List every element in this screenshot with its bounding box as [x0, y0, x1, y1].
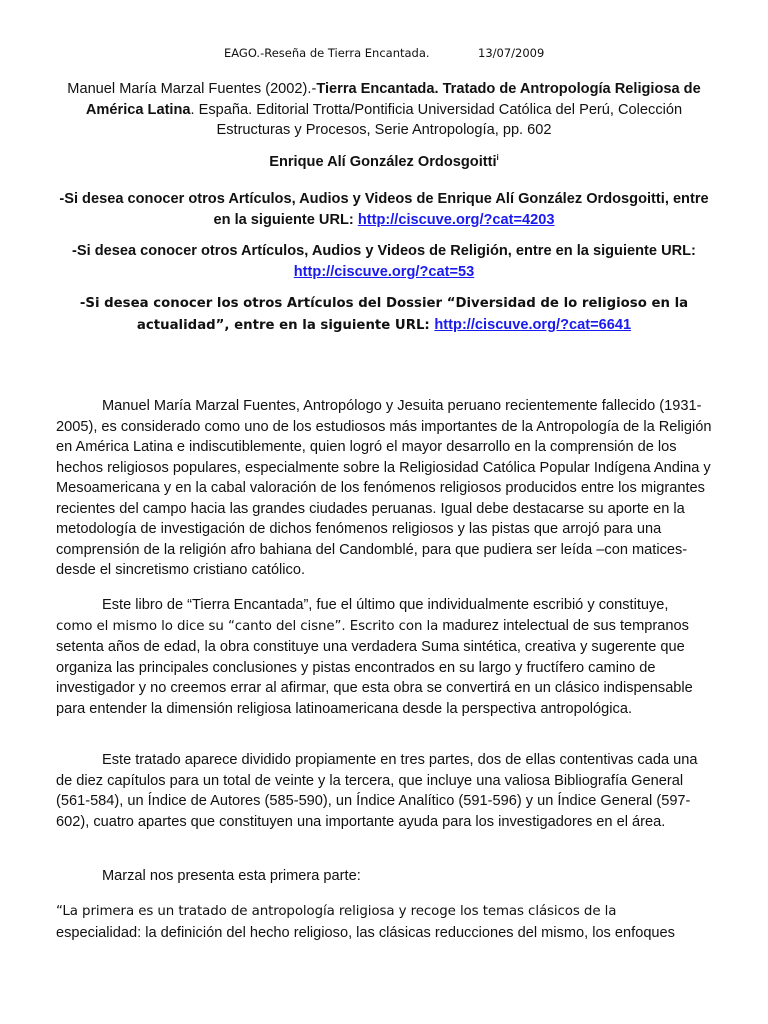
link-paragraph-author — [56, 189, 712, 230]
religion-url-link[interactable]: http://ciscuve.org/?cat=53 — [293, 263, 475, 280]
body-paragraph-2 — [56, 595, 712, 719]
quote-line-2: especialidad: la definición del hecho religioso, las clásicas reducciones del mismo, los enfoques — [56, 924, 675, 941]
link-paragraph-text: -Si desea conocer los otros Artículos del Dossier “Diversidad de lo religioso en la actualidad”, entre en la siguiente URL: — [79, 296, 689, 333]
body-paragraph-1: Manuel María Marzal Fuentes, Antropólogo y Jesuita peruano recientemente fallecido (1931-2005), es considerado como uno de los estudiosos más importantes de la Antropología de la Religión en América Latina e indiscutiblemente, quien logró el mayor desarrollo en la comprensión de los hechos religiosos populares, especialmente sobre la Religiosidad Católica Popular Indígena Andina y Mesoamericana y en la cabal valoración de los fenómenos religiosos producidos entre los migrantes recientes del campo hacia las grandes ciudades peruanas. Igual debe destacarse su aporte en la metodología de investigación de dichos fenómenos religiosos y las pistas que arrojó para una comprensión de la religión afro bahiana del Candomblé, para que pudiera ser leída –con matices- desde el sincretismo cristiano católico. — [56, 398, 712, 578]
citation-author-year: Manuel María Marzal Fuentes (2002).- — [67, 81, 317, 97]
endnote-marker[interactable]: i — [496, 153, 499, 163]
citation-publisher: . España. Editorial Trotta/Pontificia Universidad Católica del Perú, Colección Estructuras y Procesos, Serie Antropología, pp. 602 — [190, 101, 683, 138]
p2-line-1: Este libro de “Tierra Encantada”, fue el último que individualmente escribió y constituye, — [102, 597, 669, 613]
citation-book-title: Tierra Encantada. Tratado de Antropología Religiosa de América Latina — [85, 81, 701, 118]
p2-alt-font-run: como el mismo lo dice su “canto del cisne”. Escrito con la — [56, 618, 439, 634]
body-paragraph-3: Este tratado aparece dividido propiamente en tres partes, dos de ellas contentivas cada una de diez capítulos para un total de veinte y la tercera, que incluye una valiosa Bibliografía General (561-584), un Índice de Autores (585-590), un Índice Analítico (591-596) y un Índice General (597-602), cuatro apartes que constituyen una importante ayuda para los investigadores en el área. — [56, 752, 698, 830]
header-title: EAGO.-Reseña de Tierra Encantada. — [224, 46, 430, 60]
quote-line-1: “La primera es un tratado de antropología religiosa y recoge los temas clásicos de la — [56, 904, 617, 919]
body-paragraph-4: Marzal nos presenta esta primera parte: — [102, 868, 361, 884]
reviewer-name-text: Enrique Alí González Ordosgoitti — [269, 154, 497, 170]
dossier-url-link[interactable]: http://ciscuve.org/?cat=6641 — [434, 316, 632, 333]
book-citation — [56, 79, 712, 141]
link-paragraph-text: -Si desea conocer otros Artículos, Audios y Videos de Religión, entre en la siguiente URL: — [72, 243, 696, 259]
link-paragraph-dossier — [56, 294, 712, 336]
p2-rest: madurez intelectual de sus tempranos setenta años de edad, la obra constituye una verdadera Suma sintética, creativa y sugerente que organiza las principales conclusiones y pistas encontrados en su largo y fructífero camino de investigador y no creemos errar al afirmar, que esta obra se convertirá en un clásico indispensable para entender la dimensión religiosa latinoamericana desde la perspectiva antropológica. — [56, 617, 693, 717]
header-date: 13/07/2009 — [478, 46, 545, 60]
quoted-paragraph — [56, 901, 712, 943]
link-paragraph-text: -Si desea conocer otros Artículos, Audios y Videos de Enrique Alí González Ordosgoitti, entre en la siguiente URL: — [59, 191, 709, 228]
link-paragraph-religion — [56, 241, 712, 282]
reviewer-name — [56, 152, 712, 173]
author-url-link[interactable]: http://ciscuve.org/?cat=4203 — [357, 211, 555, 228]
